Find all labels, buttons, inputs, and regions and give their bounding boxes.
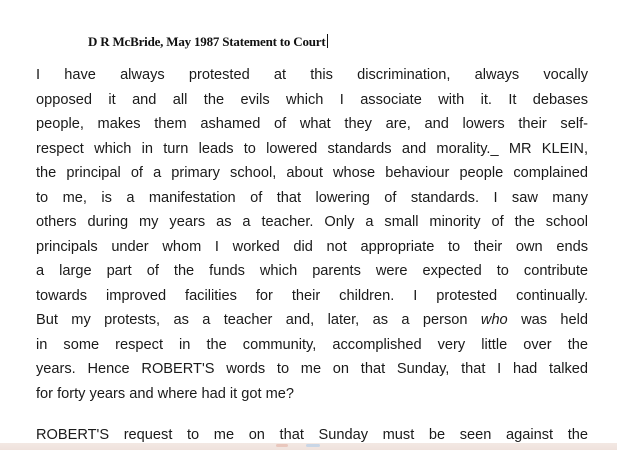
paragraph-line: years. Hence ROBERT'S words to me on that Sunday, that I had talked	[36, 361, 588, 377]
paragraph-line: opposed it and all the evils which I associate with it. It debases	[36, 92, 588, 108]
paragraph-line: to me, is a manifestation of that lowering of standards. I saw many	[36, 190, 588, 206]
paragraph-line: for forty years and where had it got me?	[36, 386, 294, 402]
scroll-indicator-mark	[276, 444, 288, 447]
paragraph-line: people, makes them ashamed of what they are, and lowers their self-	[36, 116, 588, 132]
document-header	[88, 34, 328, 50]
paragraph-line: a large part of the funds which parents were expected to contribute	[36, 263, 588, 279]
text-cursor	[327, 34, 328, 48]
paragraph-line: ROBERT'S request to me on that Sunday must be seen against the	[36, 427, 588, 443]
paragraph-line: others during my years as a teacher. Only a small minority of the school	[36, 214, 588, 230]
paragraph-line: the principal of a primary school, about whose behaviour people complained	[36, 165, 588, 181]
paragraph-line	[36, 311, 588, 329]
header-text: D R McBride, May 1987 Statement to Court	[88, 34, 326, 49]
paragraph-line: principals under whom I worked did not appropriate to their own ends	[36, 239, 588, 255]
page-bottom-edge	[0, 443, 617, 450]
paragraph-line: respect which in turn leads to lowered standards and morality._ MR KLEIN,	[36, 141, 588, 157]
italic-word: who	[480, 312, 508, 328]
scroll-indicator-mark	[306, 444, 320, 447]
paragraph-line: in some respect in the community, accomplished very little over the	[36, 337, 588, 353]
line-text-end: was held	[521, 312, 588, 328]
line-text: But my protests, as a teacher and, later, as a person	[36, 312, 468, 328]
paragraph-line: towards improved facilities for their children. I protested continually.	[36, 288, 588, 304]
paragraph-line: I have always protested at this discrimination, always vocally	[36, 67, 588, 83]
